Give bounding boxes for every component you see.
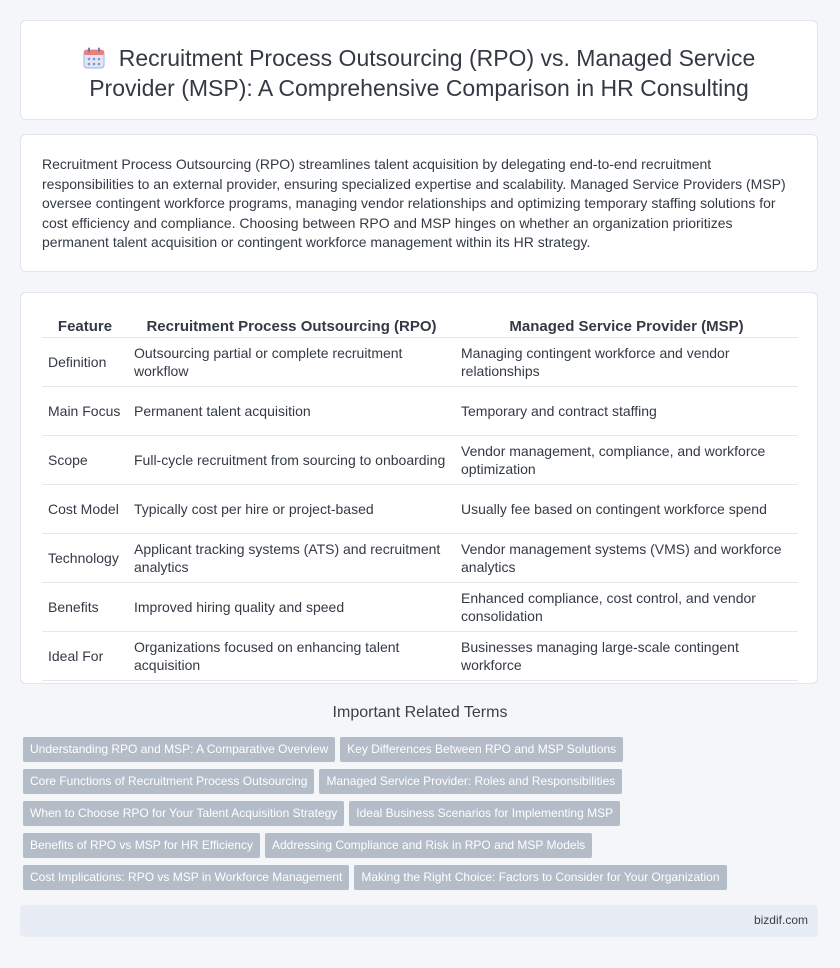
- rpo-cell: Organizations focused on enhancing talent acquisition: [128, 632, 455, 681]
- comparison-card: [20, 292, 818, 684]
- footer-site-link[interactable]: bizdif.com: [753, 913, 808, 927]
- related-term-link[interactable]: Managed Service Provider: Roles and Responsibilities: [319, 769, 622, 794]
- comparison-table: [42, 315, 798, 681]
- header-msp: Managed Service Provider (MSP): [455, 315, 798, 338]
- table-row: [42, 632, 798, 681]
- page-title: [21, 43, 817, 103]
- related-term-link[interactable]: Core Functions of Recruitment Process Outsourcing: [23, 769, 314, 794]
- feature-cell: Benefits: [42, 583, 128, 632]
- rpo-cell: Outsourcing partial or complete recruitment workflow: [128, 338, 455, 387]
- related-term-link[interactable]: Making the Right Choice: Factors to Consider for Your Organization: [354, 865, 726, 890]
- header-feature: Feature: [42, 315, 128, 338]
- msp-cell: Vendor management systems (VMS) and workforce analytics: [455, 534, 798, 583]
- rpo-cell: Typically cost per hire or project-based: [128, 485, 455, 534]
- msp-cell: Vendor management, compliance, and workforce optimization: [455, 436, 798, 485]
- table-row: [42, 387, 798, 436]
- table-row: [42, 583, 798, 632]
- intro-card: [20, 134, 818, 272]
- rpo-cell: Full-cycle recruitment from sourcing to onboarding: [128, 436, 455, 485]
- table-header-row: [42, 315, 798, 338]
- rpo-cell: Improved hiring quality and speed: [128, 583, 455, 632]
- msp-cell: Temporary and contract staffing: [455, 387, 798, 436]
- title-line-2: Provider (MSP): A Comprehensive Comparison in HR Consulting: [89, 75, 749, 101]
- related-term-link[interactable]: Ideal Business Scenarios for Implementing MSP: [349, 801, 620, 826]
- title-line-1: Recruitment Process Outsourcing (RPO) vs. Managed Service: [118, 45, 756, 71]
- table-row: [42, 534, 798, 583]
- table-row: [42, 338, 798, 387]
- related-terms-list: [23, 737, 823, 897]
- feature-cell: Technology: [42, 534, 128, 583]
- feature-cell: Ideal For: [42, 632, 128, 681]
- msp-cell: Enhanced compliance, cost control, and vendor consolidation: [455, 583, 798, 632]
- related-term-link[interactable]: Understanding RPO and MSP: A Comparative Overview: [23, 737, 335, 762]
- feature-cell: Scope: [42, 436, 128, 485]
- rpo-cell: Permanent talent acquisition: [128, 387, 455, 436]
- intro-paragraph: Recruitment Process Outsourcing (RPO) streamlines talent acquisition by delegating end-to-end recruitment responsibilities to an external provider, ensuring specialized expertise and scalability. Managed Service Providers (MSP) oversee contingent workforce programs, managing vendor relationships and optimizing temporary staffing solutions for cost efficiency and compliance. Choosing between RPO and MSP hinges on whether an organization prioritizes permanent talent acquisition or contingent workforce management within its HR strategy.: [42, 156, 786, 250]
- msp-cell: Usually fee based on contingent workforce spend: [455, 485, 798, 534]
- related-term-link[interactable]: Key Differences Between RPO and MSP Solutions: [340, 737, 623, 762]
- table-row: [42, 436, 798, 485]
- related-term-link[interactable]: When to Choose RPO for Your Talent Acquisition Strategy: [23, 801, 344, 826]
- related-terms-title: Important Related Terms: [332, 704, 508, 721]
- msp-cell: Managing contingent workforce and vendor relationships: [455, 338, 798, 387]
- related-term-link[interactable]: Addressing Compliance and Risk in RPO and MSP Models: [265, 833, 592, 858]
- feature-cell: Main Focus: [42, 387, 128, 436]
- footer: [20, 905, 818, 937]
- msp-cell: Businesses managing large-scale contingent workforce: [455, 632, 798, 681]
- title-card: [20, 20, 818, 120]
- related-term-link[interactable]: Cost Implications: RPO vs MSP in Workforce Management: [23, 865, 349, 890]
- feature-cell: Cost Model: [42, 485, 128, 534]
- table-row: [42, 485, 798, 534]
- related-term-link[interactable]: Benefits of RPO vs MSP for HR Efficiency: [23, 833, 260, 858]
- rpo-cell: Applicant tracking systems (ATS) and recruitment analytics: [128, 534, 455, 583]
- feature-cell: Definition: [42, 338, 128, 387]
- header-rpo: Recruitment Process Outsourcing (RPO): [128, 315, 455, 338]
- calendar-icon: [83, 46, 105, 68]
